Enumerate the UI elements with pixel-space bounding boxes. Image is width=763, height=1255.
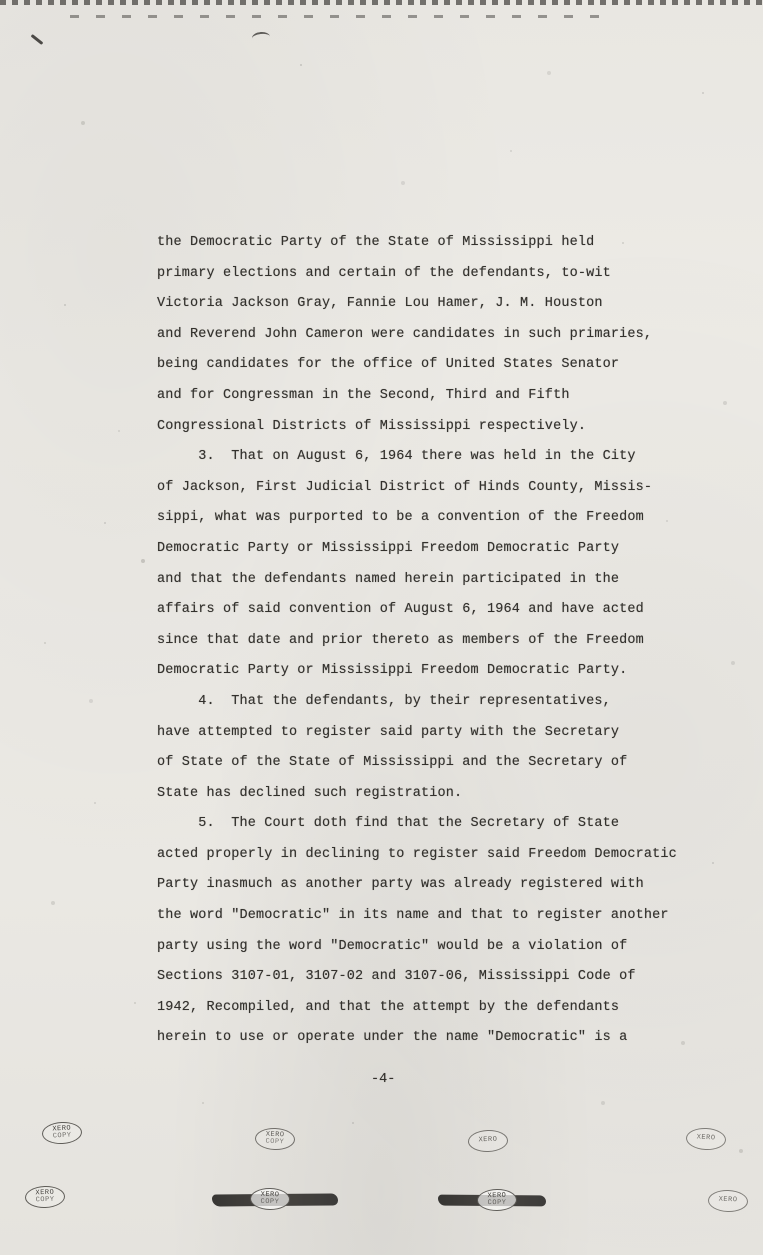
text-line: and for Congressman in the Second, Third and Fifth: [157, 387, 570, 403]
stamp-text: COPY: [52, 1131, 72, 1141]
text-line: State has declined such registration.: [157, 785, 463, 801]
xero-copy-stamp: [25, 1185, 66, 1208]
stamp-text: COPY: [260, 1197, 280, 1207]
text-line: primary elections and certain of the defendants, to-wit: [157, 265, 611, 281]
text-line: Victoria Jackson Gray, Fannie Lou Hamer, J. M. Houston: [157, 296, 603, 312]
xero-copy-stamp: [255, 1127, 296, 1150]
document-text: [157, 228, 717, 1054]
xero-copy-stamp: [708, 1189, 749, 1212]
text-line: 5. The Court doth find that the Secretary of State: [157, 816, 620, 832]
text-line: acted properly in declining to register said Freedom Democratic: [157, 846, 677, 862]
text-line: and Reverend John Cameron were candidates in such primaries,: [157, 326, 653, 342]
stamp-text: XERO: [487, 1191, 507, 1200]
stamp-text: COPY: [265, 1137, 285, 1147]
text-line: Sections 3107-01, 3107-02 and 3107-06, Mississippi Code of: [157, 969, 636, 985]
scan-artifact: [31, 34, 44, 45]
stamp-text: XERO: [265, 1130, 285, 1139]
text-line: Democratic Party or Mississippi Freedom Democratic Party.: [157, 663, 628, 679]
xero-copy-stamp: [468, 1129, 509, 1152]
text-line: the word "Democratic" in its name and that to register another: [157, 908, 669, 924]
text-line: Party inasmuch as another party was already registered with: [157, 877, 644, 893]
text-line: of State of the State of Mississippi and the Secretary of: [157, 755, 628, 771]
stamp-text: XERO: [478, 1135, 498, 1145]
stamp-text: XERO: [35, 1188, 55, 1197]
text-line: Congressional Districts of Mississippi respectively.: [157, 418, 587, 434]
text-line: and that the defendants named herein participated in the: [157, 571, 620, 587]
text-line: 1942, Recompiled, and that the attempt by the defendants: [157, 999, 620, 1015]
text-line: herein to use or operate under the name "Democratic" is a: [157, 1030, 628, 1046]
xero-copy-stamp: [685, 1127, 726, 1151]
scan-noise: [0, 0, 2, 2]
xero-copy-stamp: [41, 1121, 82, 1145]
stamp-text: XERO: [696, 1133, 716, 1143]
text-line: 4. That the defendants, by their representatives,: [157, 693, 611, 709]
text-line: the Democratic Party of the State of Mississippi held: [157, 235, 595, 250]
text-line: being candidates for the office of United States Senator: [157, 357, 620, 373]
xero-copy-stamp: [477, 1189, 517, 1212]
text-line: party using the word "Democratic" would be a violation of: [157, 938, 628, 954]
text-line: Democratic Party or Mississippi Freedom Democratic Party: [157, 540, 620, 556]
scan-artifact: [251, 31, 270, 44]
scan-edge-artifact: [70, 15, 610, 18]
scan-edge-artifact: [0, 0, 763, 5]
text-line: sippi, what was purported to be a convention of the Freedom: [157, 510, 644, 526]
text-line: have attempted to register said party with the Secretary: [157, 724, 620, 740]
text-line: since that date and prior thereto as members of the Freedom: [157, 632, 644, 648]
stamp-text: COPY: [35, 1195, 55, 1205]
text-line: of Jackson, First Judicial District of Hinds County, Missis-: [157, 479, 653, 495]
stamp-text: XERO: [718, 1195, 738, 1205]
xero-copy-stamp: [250, 1188, 290, 1211]
page-number: -4-: [371, 1072, 396, 1087]
text-line: 3. That on August 6, 1964 there was held in the City: [157, 449, 636, 465]
text-line: affairs of said convention of August 6, 1964 and have acted: [157, 602, 644, 618]
stamp-text: XERO: [260, 1190, 280, 1199]
stamp-text: XERO: [52, 1124, 72, 1133]
stamp-text: COPY: [487, 1198, 507, 1208]
